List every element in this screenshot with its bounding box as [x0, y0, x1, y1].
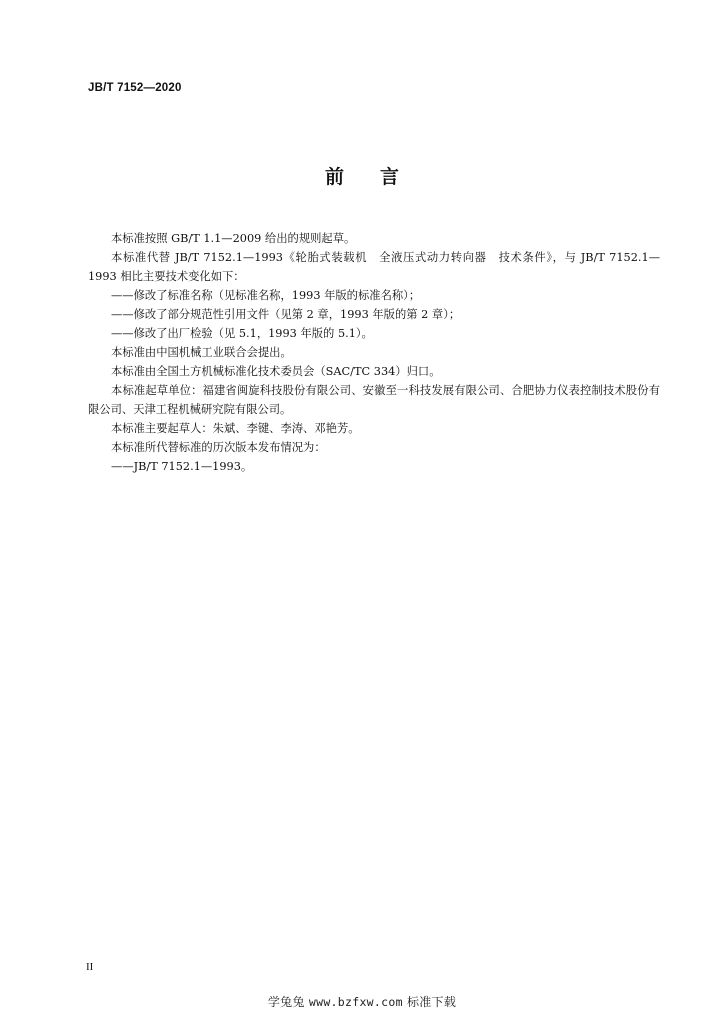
- change-item-references: ——修改了部分规范性引用文件（见第 2 章，1993 年版的第 2 章）；: [111, 308, 461, 321]
- standard-number: JB/T 7152—2020: [88, 82, 182, 94]
- footer-site-name: 学兔兔: [267, 995, 305, 1009]
- footer-url[interactable]: www.bzfxw.com: [308, 995, 403, 1009]
- paragraph-drafters: 本标准主要起草人：朱斌、李键、李涛、邓艳芳。: [111, 422, 360, 435]
- history-item: ——JB/T 7152.1—1993。: [111, 460, 253, 473]
- paragraph-committee: 本标准由全国土方机械标准化技术委员会（SAC/TC 334）归口。: [111, 365, 441, 378]
- footer-tagline: 标准下载: [406, 995, 457, 1009]
- footer-watermark: [0, 993, 724, 1010]
- paragraph-proposer: 本标准由中国机械工业联合会提出。: [111, 346, 292, 359]
- page-title: 前言: [324, 166, 435, 188]
- change-item-inspection: ——修改了出厂检验（见 5.1，1993 年版的 5.1）。: [111, 327, 373, 340]
- paragraph-history: 本标准所代替标准的历次版本发布情况为：: [111, 441, 326, 454]
- paragraph-drafting-units: 本标准起草单位：福建省闽旋科技股份有限公司、安徽至一科技发展有限公司、合肥协力仪表控制技术股份有限公司、天津工程机械研究院有限公司。: [88, 384, 660, 416]
- page-number: II: [86, 961, 94, 973]
- paragraph-replacement: 本标准代替 JB/T 7152.1—1993《轮胎式装载机 全液压式动力转向器 技术条件》，与 JB/T 7152.1—1993 相比主要技术变化如下：: [88, 251, 660, 283]
- preface-body: [88, 229, 660, 476]
- change-item-name: ——修改了标准名称（见标准名称，1993 年版的标准名称）；: [111, 289, 421, 302]
- paragraph-drafting-rules: 本标准按照 GB/T 1.1—2009 给出的规则起草。: [111, 232, 356, 245]
